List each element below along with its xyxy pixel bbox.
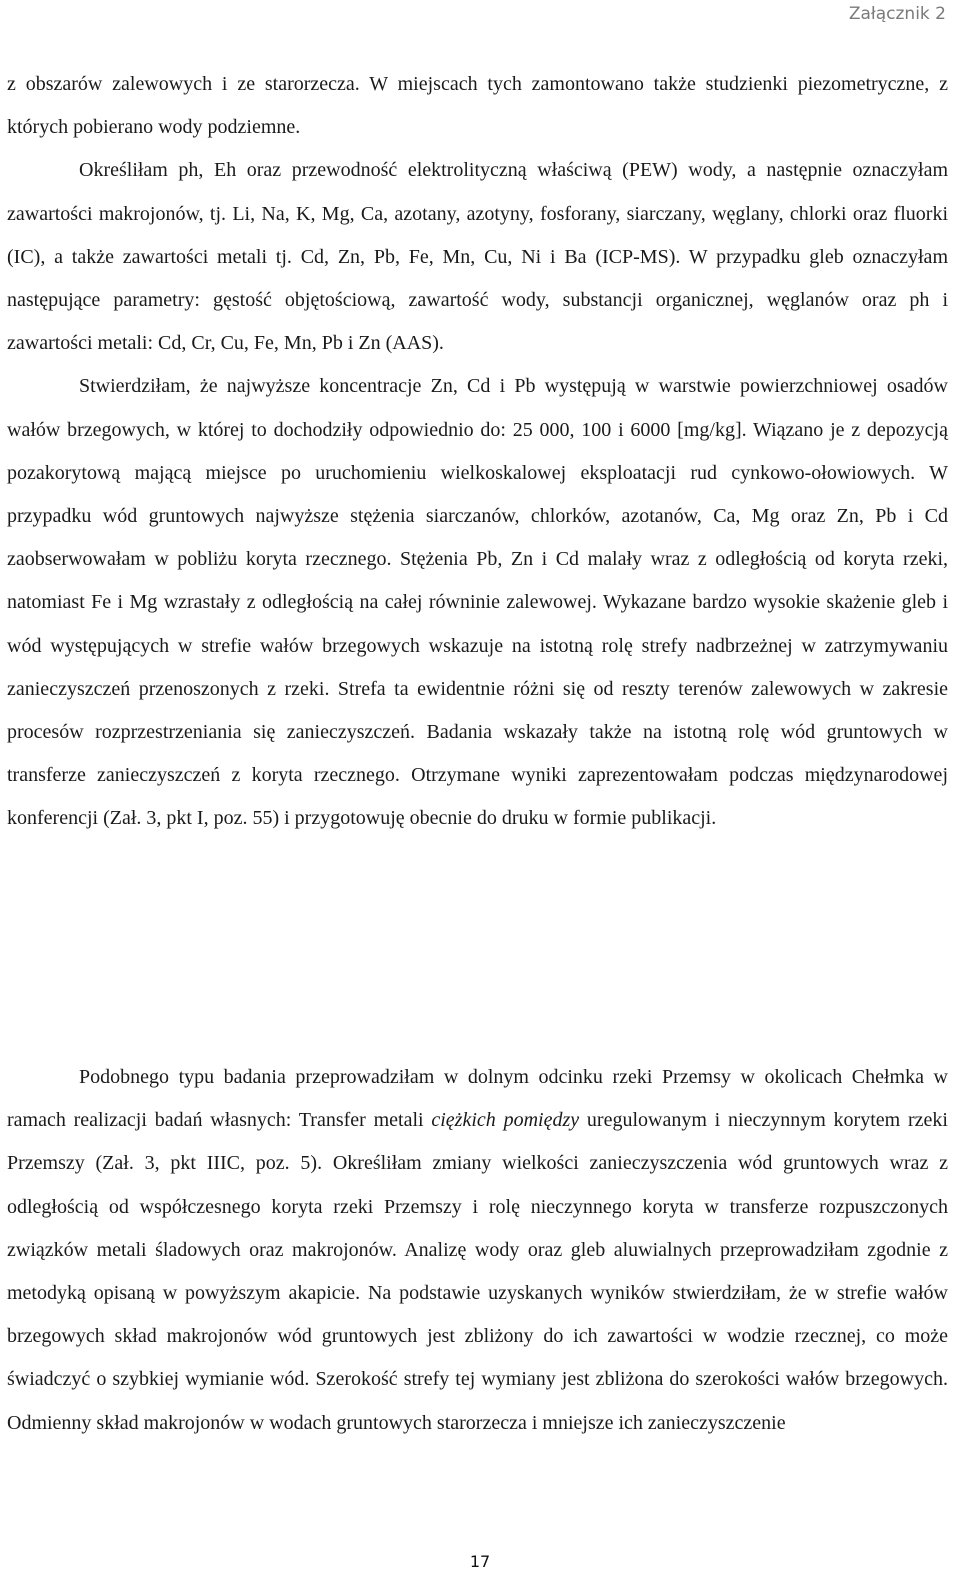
text-block-lower: [7, 1056, 948, 1445]
paragraph-results: Stwierdziłam, że najwyższe koncentracje Zn, Cd i Pb występują w warstwie powierzchniowej osadów wałów brzegowych, w której to dochodziły odpowiednio do: 25 000, 100 i 6000 [mg/kg]. Wiązano je z depozycją pozakorytową mającą miejsce po uruchomieniu wielkoskalowej eksploatacji rud cynkowo-ołowiowych. W przypadku wód gruntowych najwyższe stężenia siarczanów, chlorków, azotanów, Ca, Mg oraz Zn, Pb i Cd zaobserwowałam w pobliżu koryta rzecznego. Stężenia Pb, Zn i Cd malały wraz z odległością od koryta rzeki, natomiast Fe i Mg wzrastały z odległością na całej równinie zalewowej. Wykazane bardzo wysokie skażenie gleb i wód występujących w strefie wałów brzegowych wskazuje na istotną rolę strefy nadbrzeżnej w zatrzymywaniu zanieczyszczeń przenoszonych z rzeki. Strefa ta ewidentnie różni się od reszty terenów zalewowych w zakresie procesów rozprzestrzeniania się zanieczyszczeń. Badania wskazały także na istotną rolę wód gruntowych w transferze zanieczyszczeń z koryta rzecznego. Otrzymane wyniki zaprezentowałam podczas międzynarodowej konferencji (Zał. 3, pkt I, poz. 55) i przygotowuję obecnie do druku w formie publikacji.: [7, 375, 948, 830]
paragraph-text-start: Podobnego typu badania przeprowadziłam w dolnym odcinku rzeki Przemsy w okolicach Chełmka w ramach realizacji badań własnych: Transfer metali: [7, 1066, 948, 1132]
paragraph-przemsza-study: [7, 1056, 948, 1445]
paragraph-text-end: uregulowanym i nieczynnym korytem rzeki Przemszy (Zał. 3, pkt IIIC, poz. 5). Określiłam zmiany wielkości zanieczyszczenia wód gruntowych wraz z odległością od współczesnego koryta rzeki Przemszy i rolę nieczynnego koryta w transferze rozpuszczonych związków metali śladowych oraz makrojonów. Analizę wody oraz gleb aluwialnych przeprowadziłam zgodnie z metodyką opisaną w powyższym akapicie. Na podstawie uzyskanych wyników stwierdziłam, że w strefie wałów brzegowych skład makrojonów wód gruntowych jest zbliżony do ich zawartości w wodzie rzecznej, co może świadczyć o szybkiej wymianie wód. Szerokość strefy tej wymiany jest zbliżona do szerokości wałów brzegowych. Odmienny skład makrojonów w wodach gruntowych starorzecza i mniejsze ich zanieczyszczenie: [7, 1109, 948, 1434]
attachment-label: Załącznik 2: [848, 4, 946, 24]
paragraph-methods: Określiłam ph, Eh oraz przewodność elektrolityczną właściwą (PEW) wody, a następnie oznaczyłam zawartości makrojonów, tj. Li, Na, K, Mg, Ca, azotany, azotyny, fosforany, siarczany, węglany, chlorki oraz fluorki (IC), a także zawartości metali tj. Cd, Zn, Pb, Fe, Mn, Cu, Ni i Ba (ICP-MS). W przypadku gleb oznaczyłam następujące parametry: gęstość objętościową, zawartość wody, substancji organicznej, węglanów oraz ph i zawartości metali: Cd, Cr, Cu, Fe, Mn, Pb i Zn (AAS).: [7, 159, 948, 355]
text-block-upper: [7, 63, 948, 841]
paragraph-text-italic: ciężkich pomiędzy: [431, 1109, 580, 1132]
page-number: 17: [469, 1552, 491, 1571]
paragraph-continuation: z obszarów zalewowych i ze starorzecza. W miejscach tych zamontowano także studzienki piezometryczne, z których pobierano wody podziemne.: [7, 73, 948, 139]
